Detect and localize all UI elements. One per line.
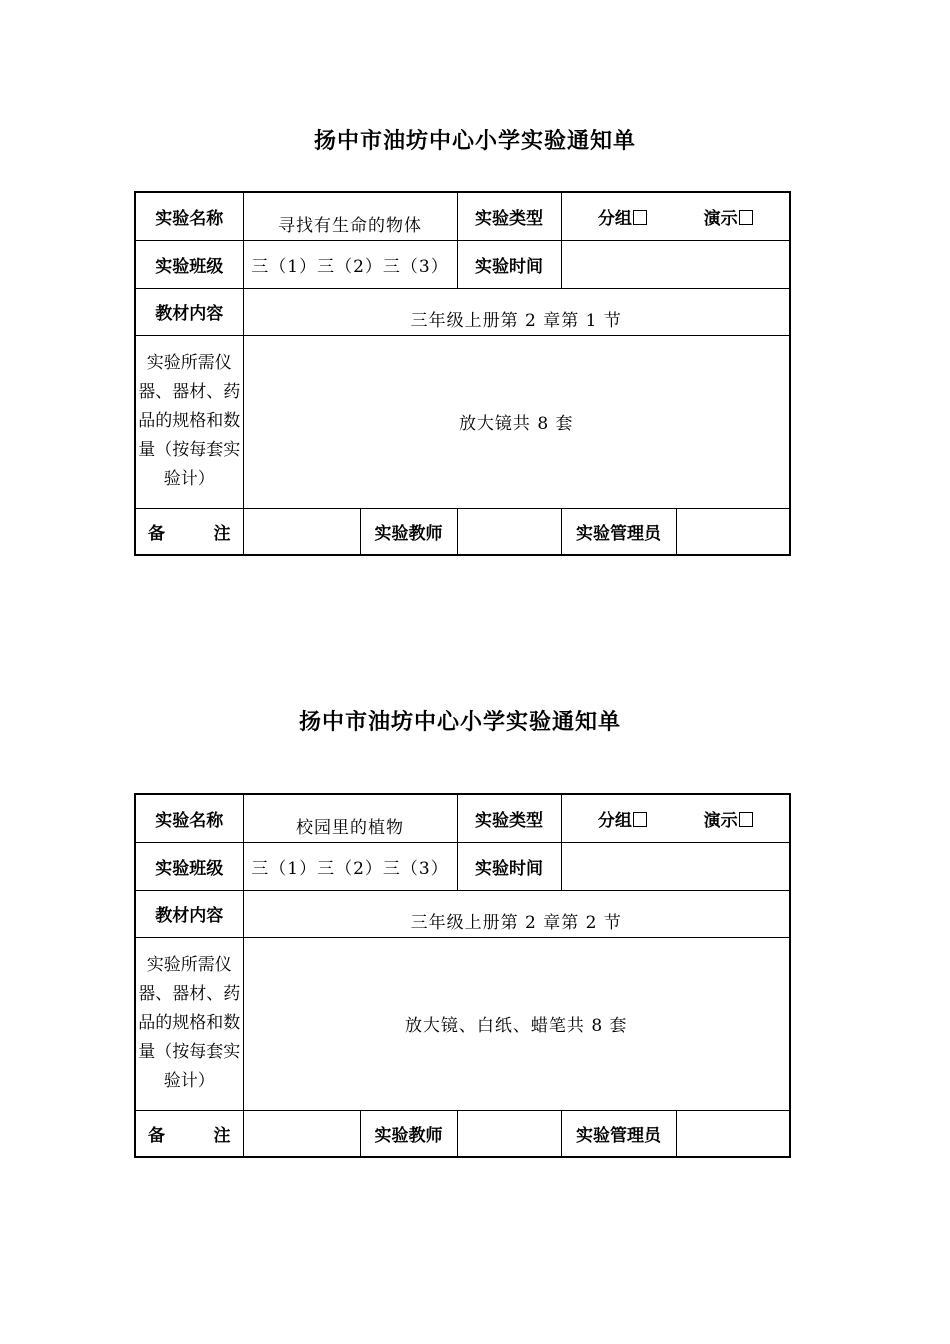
form-title: 扬中市油坊中心小学实验通知单 <box>298 709 621 735</box>
checkbox-icon[interactable] <box>739 812 753 827</box>
label-remark-char-2: 注 <box>213 523 231 544</box>
experiment-class-value: 三（1）三（2）三（3） <box>243 842 457 890</box>
label-teacher: 实验教师 <box>360 508 457 555</box>
experiment-time-value <box>561 842 790 890</box>
label-manager: 实验管理员 <box>561 1110 676 1157</box>
experiment-class-value: 三（1）三（2）三（3） <box>243 240 457 288</box>
type-option-demo[interactable] <box>704 806 753 831</box>
label-remark <box>135 508 243 555</box>
notice-table <box>134 191 791 556</box>
label-experiment-time: 实验时间 <box>457 240 561 288</box>
type-option-group-label: 分组 <box>597 208 632 229</box>
experiment-name-value: 寻找有生命的物体 <box>243 192 457 240</box>
textbook-content-value: 三年级上册第 2 章第 2 节 <box>243 890 790 937</box>
label-remark-char-1: 备 <box>148 523 165 544</box>
equipment-value: 放大镜、白纸、蜡笔共 8 套 <box>243 937 790 1110</box>
type-option-demo-label: 演示 <box>703 208 738 229</box>
label-teacher: 实验教师 <box>360 1110 457 1157</box>
label-experiment-type-text: 实验类型 <box>475 810 543 831</box>
type-option-group[interactable] <box>598 806 647 831</box>
label-experiment-name: 实验名称 <box>135 794 243 842</box>
label-equipment: 实验所需仪器、器材、药品的规格和数量（按每套实验计） <box>135 937 243 1110</box>
manager-value <box>676 508 790 555</box>
type-option-demo[interactable] <box>704 204 753 229</box>
experiment-type-options <box>561 794 790 842</box>
checkbox-icon[interactable] <box>739 210 753 225</box>
label-experiment-class: 实验班级 <box>135 240 243 288</box>
remark-value <box>243 1110 360 1157</box>
textbook-content-value: 三年级上册第 2 章第 1 节 <box>243 288 790 335</box>
label-experiment-type <box>457 192 561 240</box>
label-experiment-type-text: 实验类型 <box>475 208 543 229</box>
label-remark <box>135 1110 243 1157</box>
type-option-demo-label: 演示 <box>703 810 738 831</box>
type-option-group[interactable] <box>598 204 647 229</box>
checkbox-icon[interactable] <box>633 812 647 827</box>
experiment-name-value: 校园里的植物 <box>243 794 457 842</box>
experiment-time-value <box>561 240 790 288</box>
experiment-type-options <box>561 192 790 240</box>
label-remark-char-2: 注 <box>213 1125 231 1146</box>
checkbox-icon[interactable] <box>633 210 647 225</box>
type-option-group-label: 分组 <box>597 810 632 831</box>
label-textbook-content: 教材内容 <box>135 288 243 335</box>
form-title: 扬中市油坊中心小学实验通知单 <box>313 128 636 154</box>
teacher-value <box>457 1110 561 1157</box>
label-experiment-name: 实验名称 <box>135 192 243 240</box>
label-textbook-content: 教材内容 <box>135 890 243 937</box>
remark-value <box>243 508 360 555</box>
label-experiment-class: 实验班级 <box>135 842 243 890</box>
label-manager: 实验管理员 <box>561 508 676 555</box>
label-equipment: 实验所需仪器、器材、药品的规格和数量（按每套实验计） <box>135 335 243 508</box>
notice-table <box>134 793 791 1158</box>
equipment-value: 放大镜共 8 套 <box>243 335 790 508</box>
label-experiment-type <box>457 794 561 842</box>
label-experiment-time: 实验时间 <box>457 842 561 890</box>
teacher-value <box>457 508 561 555</box>
label-remark-char-1: 备 <box>148 1125 165 1146</box>
manager-value <box>676 1110 790 1157</box>
